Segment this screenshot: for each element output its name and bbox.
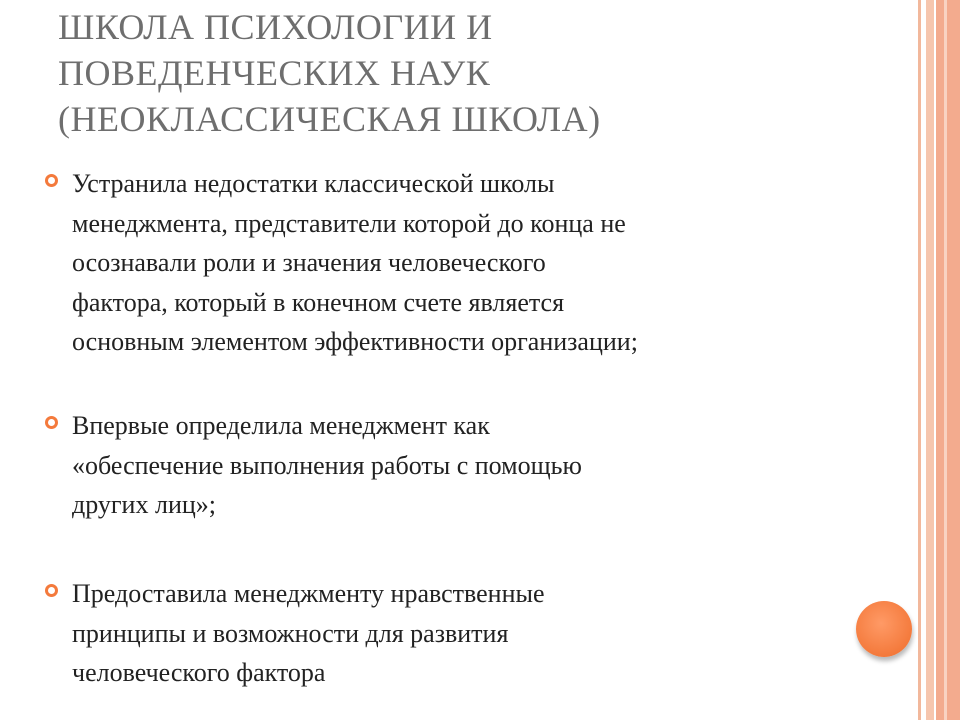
slide-title-line: ПОВЕДЕНЧЕСКИХ НАУК bbox=[58, 53, 491, 93]
decorative-stripe bbox=[944, 0, 947, 720]
bullet-line: фактора, который в конечном счете является bbox=[72, 287, 565, 317]
decorative-stripe bbox=[926, 0, 934, 720]
bullet-line: основным элементом эффективности организации; bbox=[72, 327, 638, 356]
bullet-line: принципы и возможности для развития bbox=[72, 618, 509, 648]
decorative-stripe bbox=[936, 0, 960, 720]
bullet-text bbox=[72, 164, 902, 362]
bullet-line: «обеспечение выполнения работы с помощью bbox=[72, 450, 582, 480]
circle-bullet-icon bbox=[45, 584, 58, 597]
bullet-line: осознавали роли и значения человеческого bbox=[72, 248, 546, 277]
circle-bullet-icon bbox=[45, 416, 58, 429]
bullet-line: Впервые определила менеджмент как bbox=[72, 411, 490, 440]
bullet-line: человеческого фактора bbox=[72, 658, 326, 687]
decorative-stripe bbox=[918, 0, 921, 720]
bullet-text bbox=[72, 406, 902, 525]
bullet-line: Предоставила менеджменту нравственные bbox=[72, 579, 545, 608]
bullet-line: менеджмента, представители которой до конца не bbox=[72, 208, 626, 238]
bullet-line: Устранила недостатки классической школы bbox=[72, 169, 555, 198]
slide-title-line: ШКОЛА ПСИХОЛОГИИ И bbox=[58, 7, 493, 47]
bullet-text bbox=[72, 574, 902, 693]
circle-bullet-icon bbox=[45, 174, 58, 187]
slide-title bbox=[58, 4, 898, 142]
bullet-line: других лиц»; bbox=[72, 490, 216, 519]
slide-title-line: (НЕОКЛАССИЧЕСКАЯ ШКОЛА) bbox=[58, 99, 601, 139]
